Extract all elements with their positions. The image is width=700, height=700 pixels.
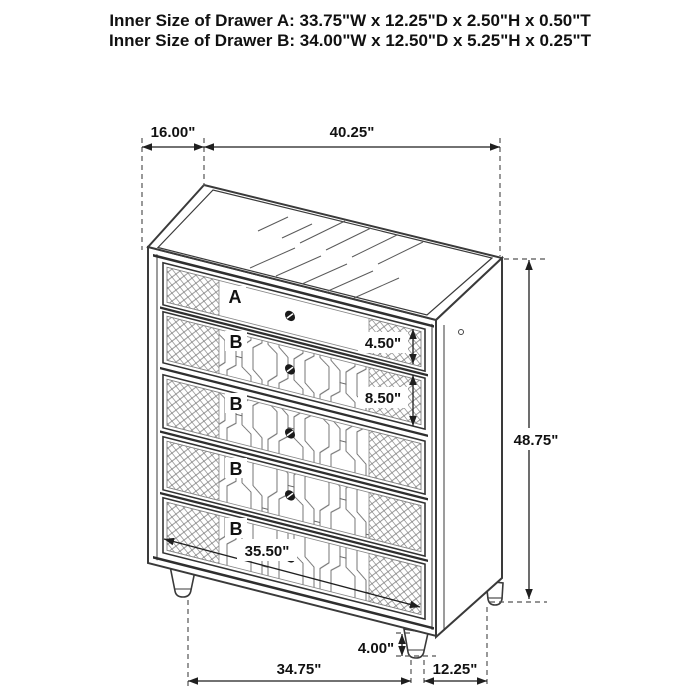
dim-top-depth: 16.00" bbox=[150, 124, 196, 141]
dim-drawer-b-face-height: 8.50" bbox=[364, 390, 402, 407]
dim-base-side-depth: 12.25" bbox=[432, 661, 478, 678]
dim-base-front-width: 34.75" bbox=[276, 661, 322, 678]
drawer-b4-label: B bbox=[229, 519, 243, 539]
dim-bottom-drawer-width: 35.50" bbox=[244, 543, 290, 560]
drawer-a-label: A bbox=[228, 287, 242, 307]
dim-leg-height: 4.00" bbox=[357, 640, 395, 657]
side-peg bbox=[459, 330, 464, 335]
drawer-b3-label: B bbox=[229, 459, 243, 479]
dim-overall-height: 48.75" bbox=[513, 432, 559, 449]
header-drawer-b-size: Inner Size of Drawer B: 34.00"W x 12.50"D x 5.25"H x 0.25"T bbox=[108, 31, 592, 50]
drawer-b2-label: B bbox=[229, 394, 243, 414]
dim-drawer-a-face-height: 4.50" bbox=[364, 335, 402, 352]
dim-top-width: 40.25" bbox=[329, 124, 375, 141]
drawer-b1-label: B bbox=[229, 332, 243, 352]
chest-side-face bbox=[436, 258, 502, 637]
header-drawer-a-size: Inner Size of Drawer A: 33.75"W x 12.25"D x 2.50"H x 0.50"T bbox=[109, 11, 591, 30]
